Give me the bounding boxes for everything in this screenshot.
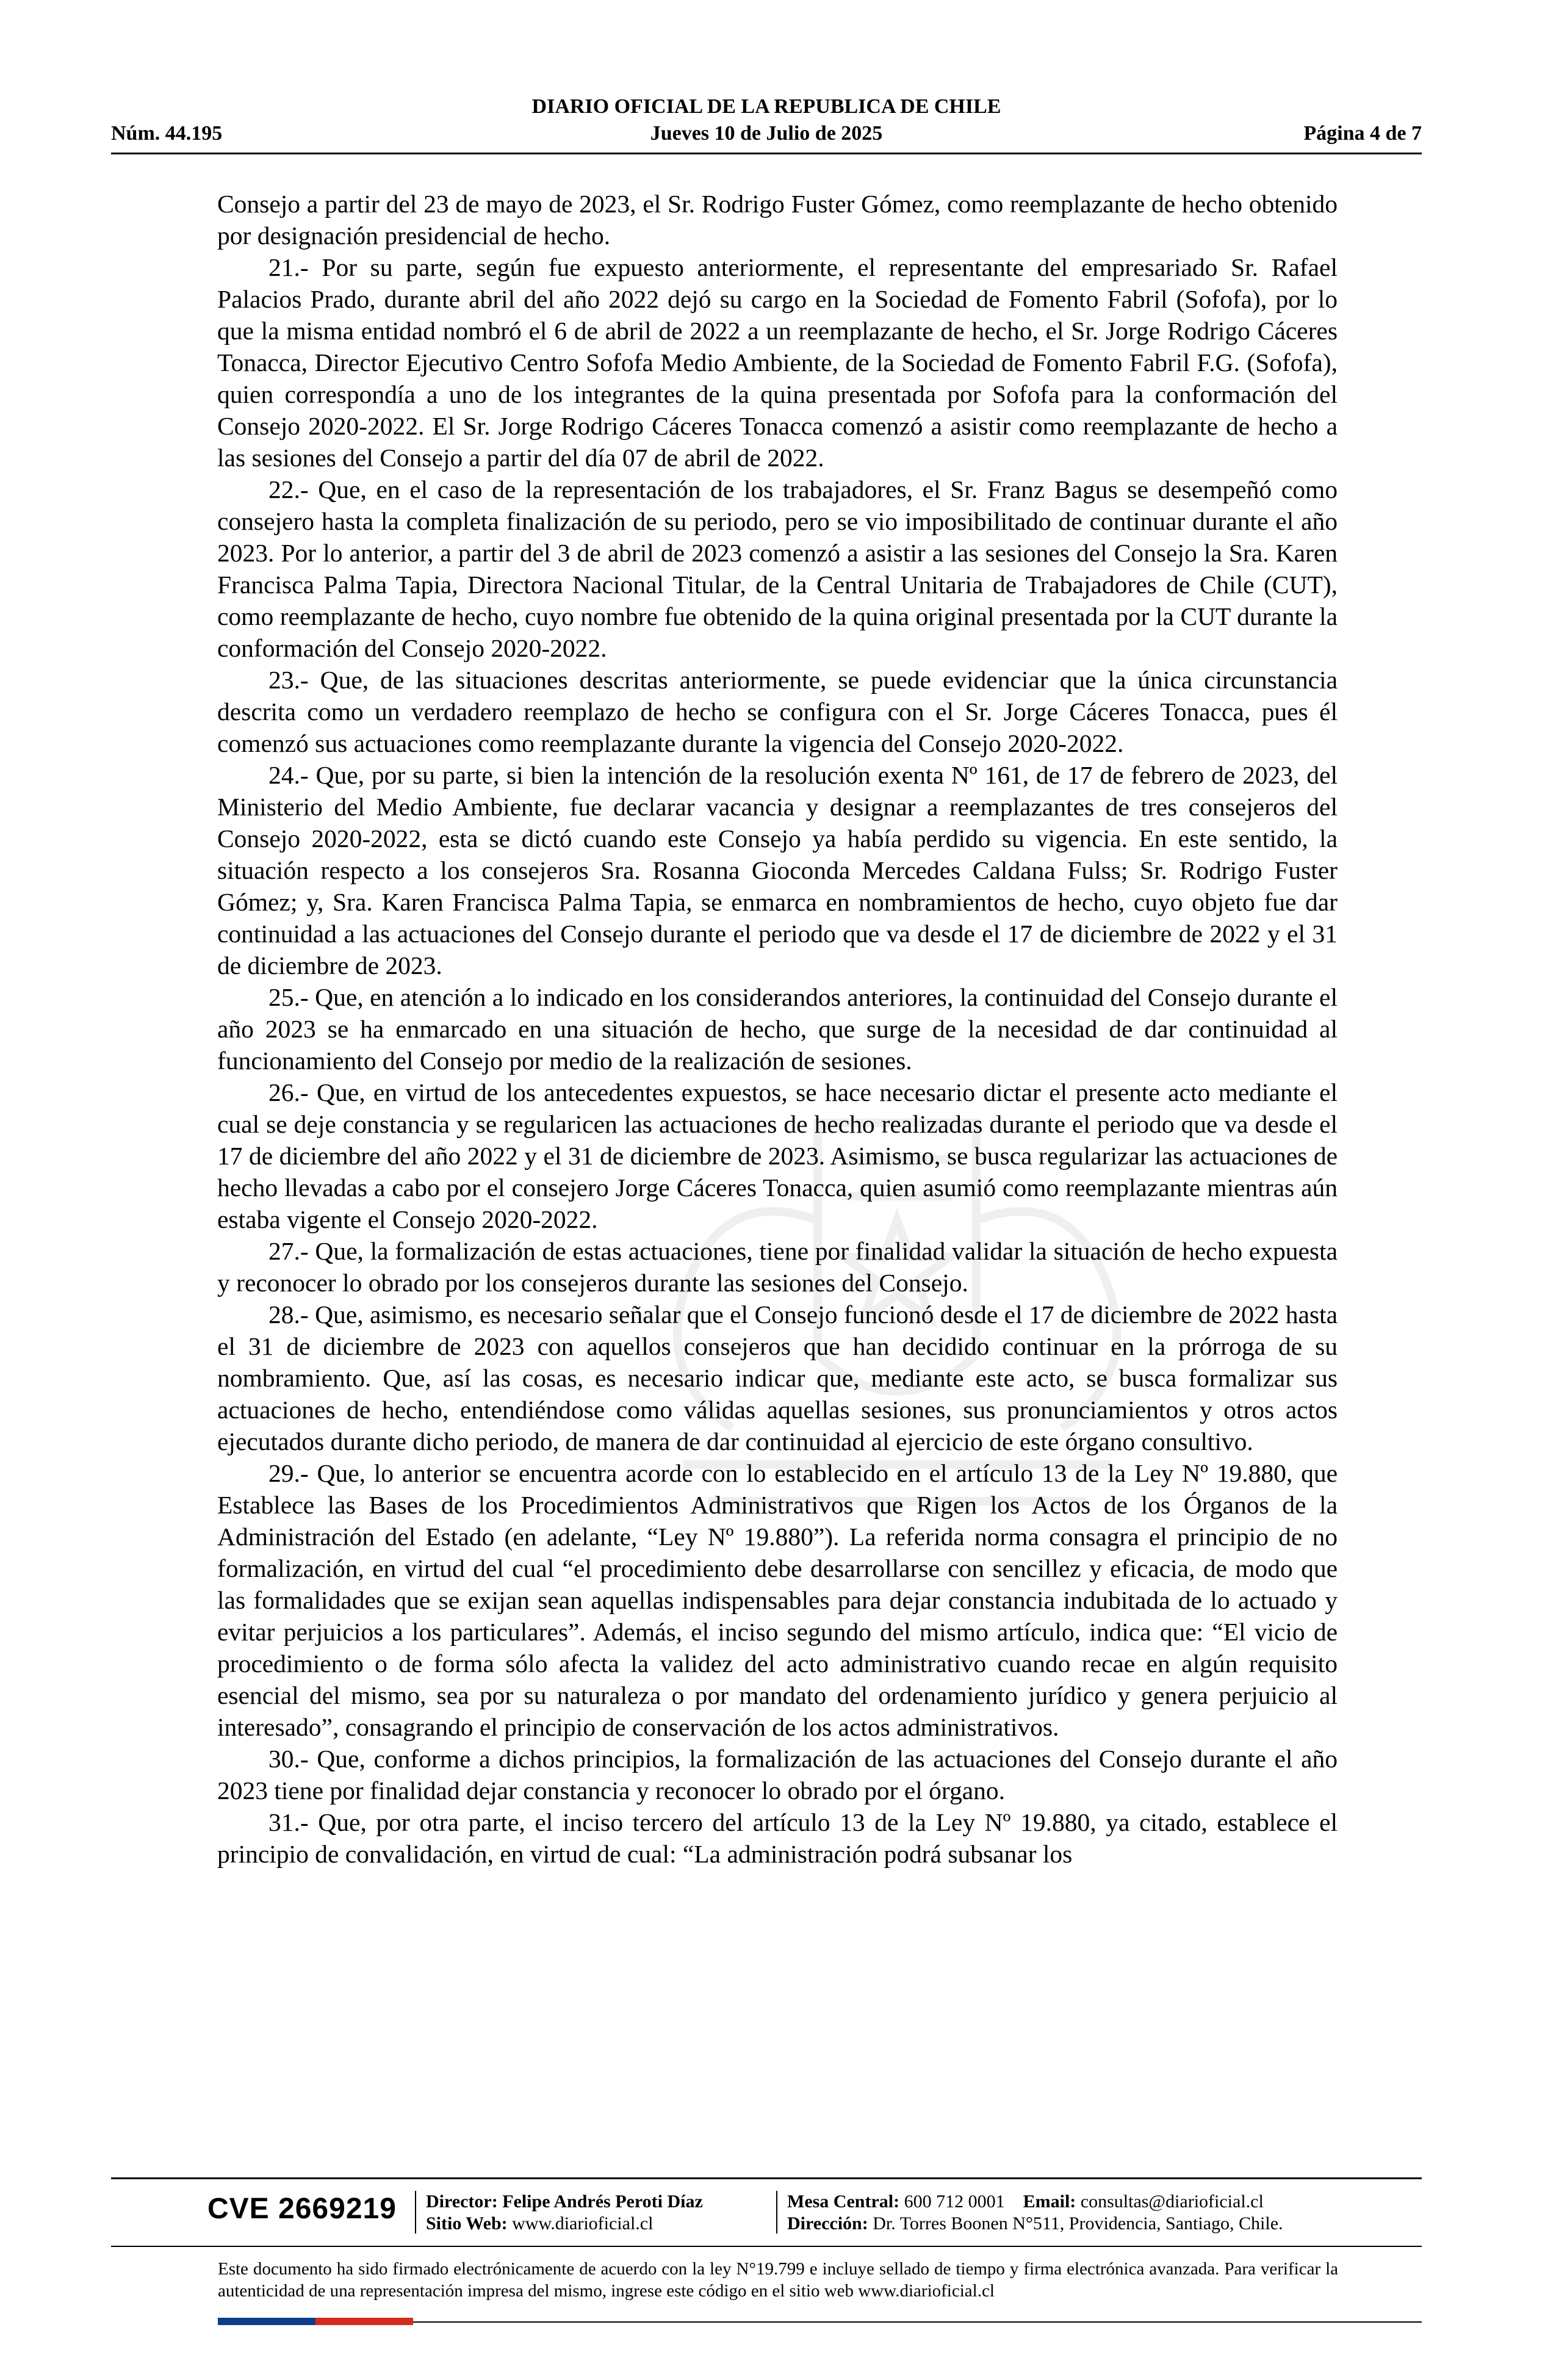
footer-top-rule	[111, 2177, 1422, 2179]
footer-separator	[415, 2191, 416, 2234]
electronic-signature-notice: Este documento ha sido firmado electrónicamente de acuerdo con la ley N°19.799 e incluye sellado de tiempo y firma electrónica avanzada. Para verificar la autenticidad de una representación impresa del mismo, ingrese este código en el sitio web www.diarioficial.cl	[218, 2259, 1338, 2301]
publication-date: Jueves 10 de Julio de 2025	[650, 122, 883, 145]
help-desk-phone: 600 712 0001	[904, 2191, 1005, 2212]
paragraph-27: 27.- Que, la formalización de estas actuaciones, tiene por finalidad validar la situación de hecho expuesta y reconocer lo obrado por los consejeros durante las sesiones del Consejo.	[217, 1237, 1338, 1297]
director-label: Director:	[426, 2191, 498, 2212]
footer-separator	[776, 2191, 777, 2234]
paragraph-30: 30.- Que, conforme a dichos principios, la formalización de las actuaciones del Consejo durante el año 2023 tiene por finalidad dejar constancia y reconocer lo obrado por el órgano.	[217, 1745, 1338, 1805]
paragraph-21: 21.- Por su parte, según fue expuesto anteriormente, el representante del empresariado Sr. Rafael Palacios Prado, durante abril del año 2022 dejó su cargo en la Sociedad de Fomento Fabril (Sofofa), por lo que la misma entidad nombró el 6 de abril de 2022 a un reemplazante de hecho, el Sr. Jorge Rodrigo Cáceres Tonacca, Director Ejecutivo Centro Sofofa Medio Ambiente, de la Sociedad de Fomento Fabril F.G. (Sofofa), quien correspondía a uno de los integrantes de la quina presentada por Sofofa para la conformación del Consejo 2020-2022. El Sr. Jorge Rodrigo Cáceres Tonacca comenzó a asistir como reemplazante de hecho a las sesiones del Consejo a partir del día 07 de abril de 2022.	[217, 253, 1338, 472]
email-label: Email:	[1023, 2191, 1076, 2212]
paragraph-28: 28.- Que, asimismo, es necesario señalar que el Consejo funcionó desde el 17 de diciembre de 2022 hasta el 31 de diciembre de 2023 con aquellos consejeros que han decidido continuar en la prórroga de su nombramiento. Que, así las cosas, es necesario indicar que, mediante este acto, se busca formalizar sus actuaciones de hecho, entendiéndose como válidas aquellas sesiones, sus pronunciamientos y otros actos ejecutados durante dicho periodo, de manera de dar continuidad al ejercicio de este órgano consultivo.	[217, 1300, 1338, 1455]
website-label: Sitio Web:	[426, 2213, 508, 2234]
website-link[interactable]: www.diarioficial.cl	[512, 2213, 654, 2234]
paragraph-25: 25.- Que, en atención a lo indicado en los considerandos anteriores, la continuidad del Consejo durante el año 2023 se ha enmarcado en una situación de hecho, que surge de la necesidad de dar continuidad al funcionamiento del Consejo por medio de la realización de sesiones.	[217, 983, 1338, 1075]
document-body	[217, 188, 1338, 1870]
paragraph-26: 26.- Que, en virtud de los antecedentes expuestos, se hace necesario dictar el presente acto mediante el cual se deje constancia y se regularicen las actuaciones de hecho realizadas durante el periodo que va desde el 17 de diciembre del año 2022 y el 31 de diciembre de 2023. Asimismo, se busca regularizar las actuaciones de hecho llevadas a cabo por el consejero Jorge Cáceres Tonacca, quien asumió como reemplazante mientras aún estaba vigente el Consejo 2020-2022.	[217, 1078, 1338, 1233]
address-label: Dirección:	[787, 2213, 868, 2234]
page-footer	[111, 2177, 1422, 2336]
gazette-title: DIARIO OFICIAL DE LA REPUBLICA DE CHILE	[531, 95, 1001, 118]
paragraph-23: 23.- Que, de las situaciones descritas anteriormente, se puede evidenciar que la única circunstancia descrita como un verdadero reemplazo de hecho se configura con el Sr. Jorge Cáceres Tonacca, pues él comenzó sus actuaciones como reemplazante durante la vigencia del Consejo 2020-2022.	[217, 666, 1338, 757]
paragraph-22: 22.- Que, en el caso de la representación de los trabajadores, el Sr. Franz Bagus se desempeñó como consejero hasta la completa finalización de su periodo, pero se vio imposibilitado de continuar durante el año 2023. Por lo anterior, a partir del 3 de abril de 2023 comenzó a asistir a las sesiones del Consejo la Sra. Karen Francisca Palma Tapia, Directora Nacional Titular, de la Central Unitaria de Trabajadores de Chile (CUT), como reemplazante de hecho, cuyo nombre fue obtenido de la quina original presentada por la CUT durante la conformación del Consejo 2020-2022.	[217, 475, 1338, 662]
help-desk-label: Mesa Central:	[787, 2191, 900, 2212]
address-text: Dr. Torres Boonen N°511, Providencia, Santiago, Chile.	[873, 2213, 1283, 2234]
footer-middle-rule	[111, 2246, 1422, 2247]
header-rule	[111, 153, 1422, 154]
email-link[interactable]: consultas@diarioficial.cl	[1080, 2191, 1264, 2212]
footer-contact-block	[787, 2191, 1283, 2235]
footer-director-block	[426, 2191, 703, 2235]
flag-blue-segment	[218, 2318, 315, 2325]
issue-number: Núm. 44.195	[111, 122, 223, 145]
paragraph-29: 29.- Que, lo anterior se encuentra acorde con lo establecido en el artículo 13 de la Ley Nº 19.880, que Establece las Bases de los Procedimientos Administrativos que Rigen los Actos de los Órganos de la Administración del Estado (en adelante, “Ley Nº 19.880”). La referida norma consagra el principio de no formalización, en virtud del cual “el procedimiento debe desarrollarse con sencillez y eficacia, de modo que las formalidades que se exijan sean aquellas indispensables para dejar constancia indubitada de lo actuado y evitar perjuicios a los particulares”. Además, el inciso segundo del mismo artículo, indica que: “El vicio de procedimiento o de forma sólo afecta la validez del acto administrativo cuando recae en algún requisito esencial del mismo, sea por su naturaleza o por mandato del ordenamiento jurídico y genera perjuicio al interesado”, consagrando el principio de conservación de los actos administrativos.	[217, 1459, 1338, 1741]
cve-code: CVE 2669219	[207, 2193, 397, 2225]
paragraph-continuation: Consejo a partir del 23 de mayo de 2023, el Sr. Rodrigo Fuster Gómez, como reemplazante de hecho obtenido por designación presidencial de hecho.	[217, 190, 1338, 250]
flag-red-segment	[315, 2318, 413, 2325]
chile-flag-stripe	[218, 2318, 413, 2325]
footer-bottom-rule	[413, 2321, 1422, 2323]
page-indicator: Página 4 de 7	[1303, 122, 1422, 145]
page-header	[111, 92, 1422, 157]
paragraph-24: 24.- Que, por su parte, si bien la intención de la resolución exenta Nº 161, de 17 de febrero de 2023, del Ministerio del Medio Ambiente, fue declarar vacancia y designar a reemplazantes de tres consejeros del Consejo 2020-2022, esta se dictó cuando este Consejo ya había perdido su vigencia. En este sentido, la situación respecto a los consejeros Sra. Rosanna Gioconda Mercedes Caldana Fulss; Sr. Rodrigo Fuster Gómez; y, Sra. Karen Francisca Palma Tapia, se enmarca en nombramientos de hecho, cuyo objeto fue dar continuidad a las actuaciones del Consejo durante el periodo que va desde el 17 de diciembre de 2022 y el 31 de diciembre de 2023.	[217, 761, 1338, 979]
paragraph-31: 31.- Que, por otra parte, el inciso tercero del artículo 13 de la Ley Nº 19.880, ya citado, establece el principio de convalidación, en virtud de cual: “La administración podrá subsanar los	[217, 1808, 1338, 1868]
director-name: Felipe Andrés Peroti Díaz	[502, 2191, 703, 2212]
